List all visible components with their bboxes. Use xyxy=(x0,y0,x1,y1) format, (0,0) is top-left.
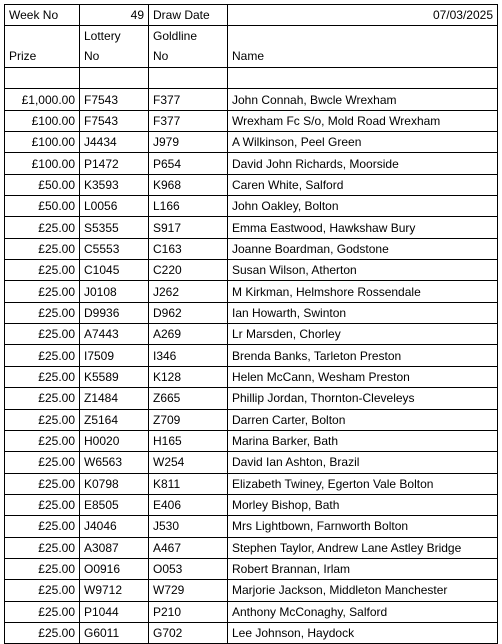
prize-cell: £25.00 xyxy=(5,452,80,473)
goldline-number-cell: W729 xyxy=(149,580,228,601)
goldline-number-cell: J530 xyxy=(149,516,228,537)
prize-cell: £25.00 xyxy=(5,430,80,451)
winner-name-cell: Brenda Banks, Tarleton Preston xyxy=(228,345,498,366)
lottery-header: Lottery No xyxy=(80,26,149,68)
table-row xyxy=(5,388,498,409)
table-row xyxy=(5,174,498,195)
prize-cell: £25.00 xyxy=(5,537,80,558)
table-row xyxy=(5,281,498,302)
winner-name-cell: David John Richards, Moorside xyxy=(228,153,498,174)
table-row xyxy=(5,601,498,622)
prize-cell: £50.00 xyxy=(5,174,80,195)
winner-name-cell: M Kirkman, Helmshore Rossendale xyxy=(228,281,498,302)
winner-name-cell: Ian Howarth, Swinton xyxy=(228,302,498,323)
table-row xyxy=(5,580,498,601)
lottery-number-cell: L0056 xyxy=(80,196,149,217)
table-row xyxy=(5,324,498,345)
table-row xyxy=(5,537,498,558)
table-row xyxy=(5,622,498,643)
lottery-number-cell: H0020 xyxy=(80,430,149,451)
name-header: Name xyxy=(228,26,498,68)
goldline-number-cell: I346 xyxy=(149,345,228,366)
prize-cell: £25.00 xyxy=(5,260,80,281)
winner-name-cell: Joanne Boardman, Godstone xyxy=(228,238,498,259)
lottery-number-cell: P1472 xyxy=(80,153,149,174)
lottery-number-cell: Z1484 xyxy=(80,388,149,409)
winner-name-cell: Phillip Jordan, Thornton-Cleveleys xyxy=(228,388,498,409)
prize-header: Prize xyxy=(5,26,80,68)
table-row xyxy=(5,238,498,259)
prize-cell: £100.00 xyxy=(5,110,80,131)
prize-cell: £25.00 xyxy=(5,473,80,494)
winner-name-cell: Marjorie Jackson, Middleton Manchester xyxy=(228,580,498,601)
lottery-number-cell: P1044 xyxy=(80,601,149,622)
prize-cell: £100.00 xyxy=(5,132,80,153)
table-row xyxy=(5,494,498,515)
draw-date-value: 07/03/2025 xyxy=(228,5,498,26)
lottery-number-cell: G6011 xyxy=(80,622,149,643)
winner-name-cell: John Connah, Bwcle Wrexham xyxy=(228,89,498,110)
prize-cell: £25.00 xyxy=(5,601,80,622)
goldline-header: Goldline No xyxy=(149,26,228,68)
lottery-number-cell: K3593 xyxy=(80,174,149,195)
winner-name-cell: Marina Barker, Bath xyxy=(228,430,498,451)
prize-cell: £1,000.00 xyxy=(5,89,80,110)
goldline-number-cell: C163 xyxy=(149,238,228,259)
prize-cell: £50.00 xyxy=(5,196,80,217)
goldline-number-cell: K811 xyxy=(149,473,228,494)
goldline-number-cell: K968 xyxy=(149,174,228,195)
goldline-number-cell: P654 xyxy=(149,153,228,174)
lottery-number-cell: S5355 xyxy=(80,217,149,238)
lottery-number-cell: K0798 xyxy=(80,473,149,494)
lottery-number-cell: W9712 xyxy=(80,580,149,601)
lottery-number-cell: A3087 xyxy=(80,537,149,558)
lottery-number-cell: O0916 xyxy=(80,558,149,579)
blank-cell xyxy=(228,68,498,89)
table-row xyxy=(5,217,498,238)
prize-cell: £25.00 xyxy=(5,238,80,259)
goldline-number-cell: Z665 xyxy=(149,388,228,409)
prize-cell: £25.00 xyxy=(5,494,80,515)
goldline-number-cell: J262 xyxy=(149,281,228,302)
winner-name-cell: Darren Carter, Bolton xyxy=(228,409,498,430)
prize-cell: £25.00 xyxy=(5,409,80,430)
table-row xyxy=(5,345,498,366)
blank-cell xyxy=(80,68,149,89)
prize-cell: £25.00 xyxy=(5,622,80,643)
table-row xyxy=(5,110,498,131)
winner-name-cell: John Oakley, Bolton xyxy=(228,196,498,217)
winner-name-cell: Caren White, Salford xyxy=(228,174,498,195)
week-row xyxy=(5,5,498,26)
winner-name-cell: A Wilkinson, Peel Green xyxy=(228,132,498,153)
table-row xyxy=(5,452,498,473)
goldline-number-cell: W254 xyxy=(149,452,228,473)
goldline-number-cell: A269 xyxy=(149,324,228,345)
lottery-number-cell: W6563 xyxy=(80,452,149,473)
blank-cell xyxy=(149,68,228,89)
winner-name-cell: Robert Brannan, Irlam xyxy=(228,558,498,579)
table-row xyxy=(5,132,498,153)
results-table xyxy=(4,4,498,644)
goldline-number-cell: H165 xyxy=(149,430,228,451)
column-header-row xyxy=(5,26,498,68)
winner-name-cell: Susan Wilson, Atherton xyxy=(228,260,498,281)
winner-name-cell: Lee Johnson, Haydock xyxy=(228,622,498,643)
prize-cell: £25.00 xyxy=(5,281,80,302)
table-row xyxy=(5,89,498,110)
prize-cell: £25.00 xyxy=(5,324,80,345)
prize-cell: £100.00 xyxy=(5,153,80,174)
week-number: 49 xyxy=(80,5,149,26)
goldline-number-cell: P210 xyxy=(149,601,228,622)
goldline-number-cell: O053 xyxy=(149,558,228,579)
lottery-number-cell: D9936 xyxy=(80,302,149,323)
prize-cell: £25.00 xyxy=(5,217,80,238)
goldline-number-cell: J979 xyxy=(149,132,228,153)
goldline-number-cell: F377 xyxy=(149,110,228,131)
winner-name-cell: Mrs Lightbown, Farnworth Bolton xyxy=(228,516,498,537)
goldline-number-cell: D962 xyxy=(149,302,228,323)
winner-name-cell: Morley Bishop, Bath xyxy=(228,494,498,515)
winner-name-cell: Anthony McConaghy, Salford xyxy=(228,601,498,622)
prize-cell: £25.00 xyxy=(5,366,80,387)
table-row xyxy=(5,409,498,430)
winner-name-cell: Emma Eastwood, Hawkshaw Bury xyxy=(228,217,498,238)
lottery-number-cell: J4434 xyxy=(80,132,149,153)
lottery-number-cell: I7509 xyxy=(80,345,149,366)
winner-name-cell: David Ian Ashton, Brazil xyxy=(228,452,498,473)
lottery-number-cell: C5553 xyxy=(80,238,149,259)
lottery-number-cell: C1045 xyxy=(80,260,149,281)
lottery-number-cell: E8505 xyxy=(80,494,149,515)
table-row xyxy=(5,558,498,579)
goldline-number-cell: E406 xyxy=(149,494,228,515)
prize-cell: £25.00 xyxy=(5,388,80,409)
goldline-number-cell: L166 xyxy=(149,196,228,217)
winner-name-cell: Stephen Taylor, Andrew Lane Astley Bridge xyxy=(228,537,498,558)
winner-name-cell: Wrexham Fc S/o, Mold Road Wrexham xyxy=(228,110,498,131)
lottery-number-cell: F7543 xyxy=(80,89,149,110)
week-label: Week No xyxy=(5,5,80,26)
winner-name-cell: Helen McCann, Wesham Preston xyxy=(228,366,498,387)
goldline-number-cell: F377 xyxy=(149,89,228,110)
lottery-number-cell: K5589 xyxy=(80,366,149,387)
lottery-number-cell: J0108 xyxy=(80,281,149,302)
goldline-number-cell: K128 xyxy=(149,366,228,387)
lottery-number-cell: Z5164 xyxy=(80,409,149,430)
prize-cell: £25.00 xyxy=(5,580,80,601)
draw-date-label: Draw Date xyxy=(149,5,228,26)
winner-name-cell: Lr Marsden, Chorley xyxy=(228,324,498,345)
goldline-number-cell: S917 xyxy=(149,217,228,238)
blank-cell xyxy=(5,68,80,89)
table-row xyxy=(5,260,498,281)
table-row xyxy=(5,516,498,537)
blank-row xyxy=(5,68,498,89)
goldline-number-cell: C220 xyxy=(149,260,228,281)
prize-cell: £25.00 xyxy=(5,516,80,537)
prize-cell: £25.00 xyxy=(5,558,80,579)
table-row xyxy=(5,473,498,494)
lottery-number-cell: J4046 xyxy=(80,516,149,537)
goldline-number-cell: G702 xyxy=(149,622,228,643)
table-row xyxy=(5,366,498,387)
table-row xyxy=(5,302,498,323)
lottery-number-cell: A7443 xyxy=(80,324,149,345)
table-row xyxy=(5,153,498,174)
goldline-number-cell: A467 xyxy=(149,537,228,558)
prize-cell: £25.00 xyxy=(5,345,80,366)
goldline-number-cell: Z709 xyxy=(149,409,228,430)
table-row xyxy=(5,430,498,451)
lottery-number-cell: F7543 xyxy=(80,110,149,131)
table-row xyxy=(5,196,498,217)
winner-name-cell: Elizabeth Twiney, Egerton Vale Bolton xyxy=(228,473,498,494)
prize-cell: £25.00 xyxy=(5,302,80,323)
